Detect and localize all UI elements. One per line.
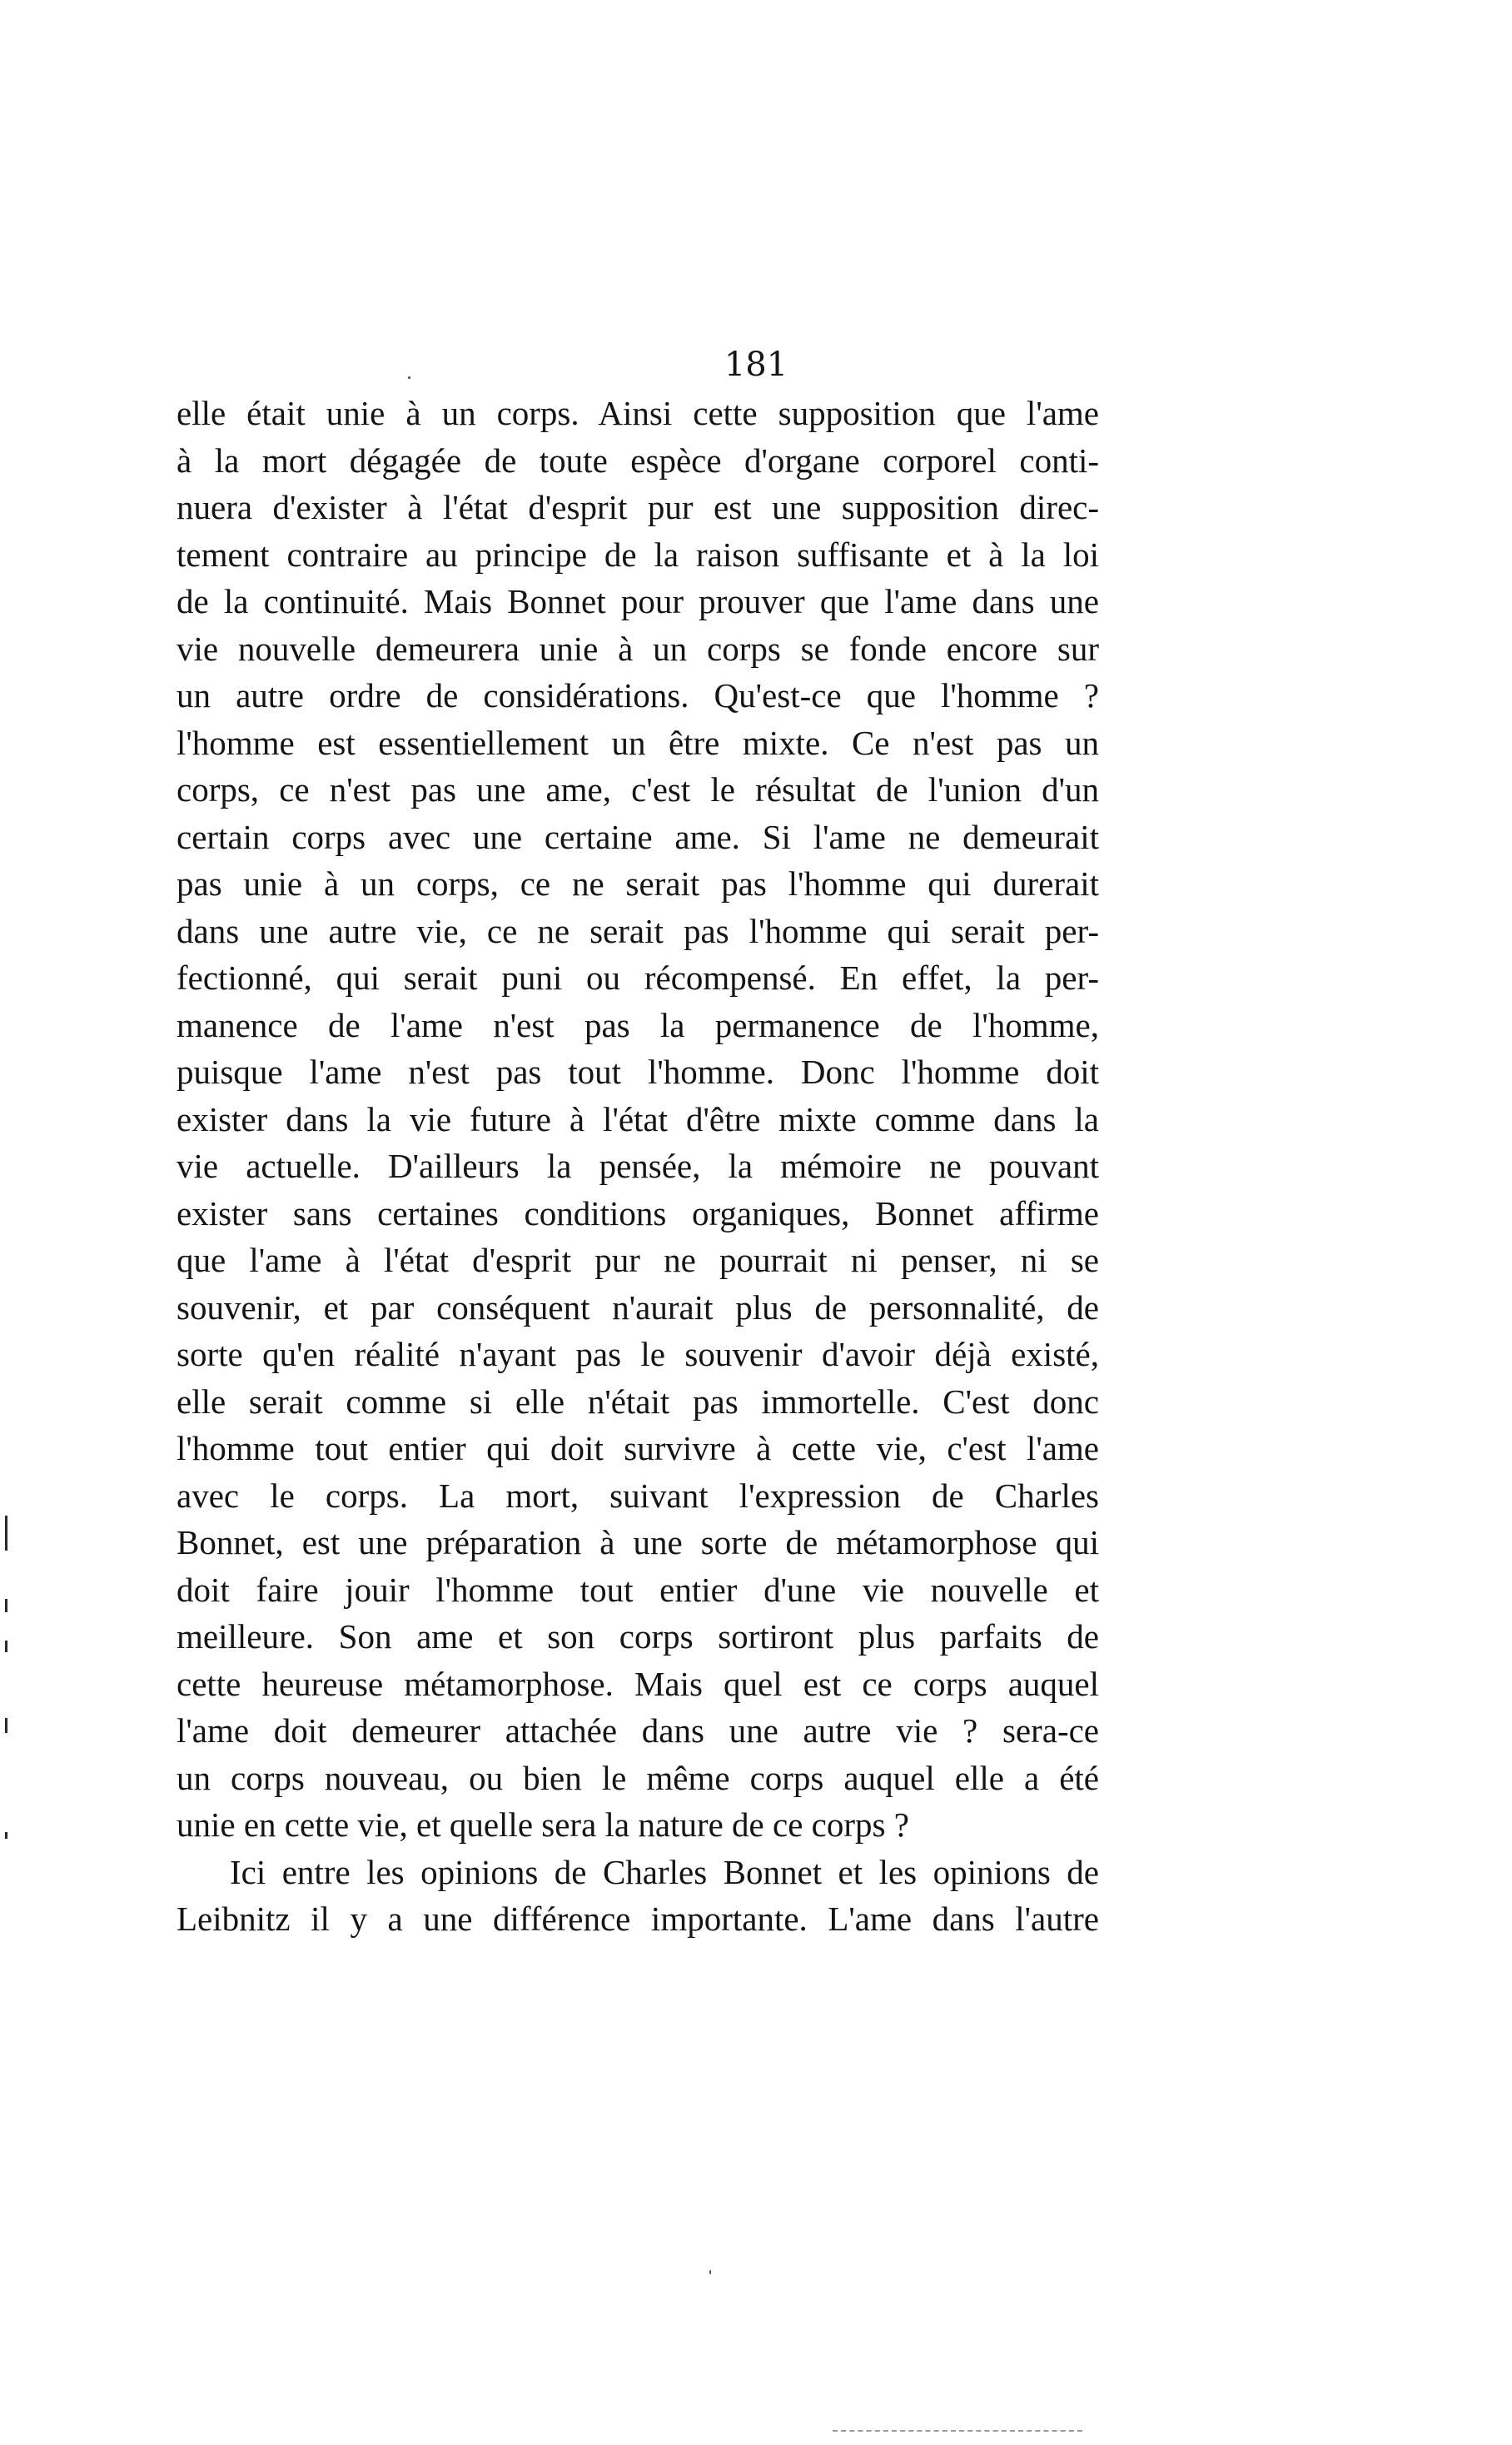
scan-mark <box>5 1832 7 1839</box>
text-line: puisque l'ame n'est pas tout l'homme. Donc l'homme doit <box>177 1053 1099 1091</box>
text-line: à la mort dégagée de toute espèce d'organe corporel conti- <box>177 441 1099 480</box>
text-line: doit faire jouir l'homme tout entier d'une vie nouvelle et <box>177 1570 1099 1609</box>
text-line: avec le corps. La mort, suivant l'expression de Charles <box>177 1476 1099 1515</box>
text-line: un corps nouveau, ou bien le même corps auquel elle a été <box>177 1758 1099 1797</box>
text-line: exister dans la vie future à l'état d'être mixte comme dans la <box>177 1099 1099 1138</box>
text-line: cette heureuse métamorphose. Mais quel est ce corps auquel <box>177 1664 1099 1703</box>
text-line: pas unie à un corps, ce ne serait pas l'homme qui durerait <box>177 864 1099 903</box>
text-line: dans une autre vie, ce ne serait pas l'homme qui serait per- <box>177 911 1099 950</box>
text-line: exister sans certaines conditions organiques, Bonnet affirme <box>177 1193 1099 1232</box>
text-line: l'homme est essentiellement un être mixte. Ce n'est pas un <box>177 723 1099 762</box>
scan-speck <box>408 376 410 379</box>
page-number: 181 <box>724 346 788 384</box>
text-line: elle était unie à un corps. Ainsi cette supposition que l'ame <box>177 394 1099 432</box>
text-line: vie actuelle. D'ailleurs la pensée, la mémoire ne pouvant <box>177 1147 1099 1185</box>
paragraph-end-line: unie en cette vie, et quelle sera la nature de ce corps ? <box>177 1805 909 1844</box>
scan-margin-marks <box>5 1516 10 1865</box>
text-line: l'ame doit demeurer attachée dans une autre vie ? sera-ce <box>177 1711 1099 1750</box>
text-line: de la continuité. Mais Bonnet pour prouver que l'ame dans une <box>177 582 1099 620</box>
text-line: souvenir, et par conséquent n'aurait plus de personnalité, de <box>177 1287 1099 1327</box>
text-line: certain corps avec une certaine ame. Si l'ame ne demeurait <box>177 817 1099 856</box>
text-line: meilleure. Son ame et son corps sortiront plus parfaits de <box>177 1617 1099 1656</box>
scan-speck <box>709 2270 711 2274</box>
text-line: fectionné, qui serait puni ou récompensé. En effet, la per- <box>177 959 1099 997</box>
text-line: un autre ordre de considérations. Qu'est-ce que l'homme ? <box>177 676 1099 715</box>
text-line: vie nouvelle demeurera unie à un corps se fonde encore sur <box>177 629 1099 668</box>
text-line: corps, ce n'est pas une ame, c'est le résultat de l'union d'un <box>177 770 1099 809</box>
scan-mark <box>5 1599 7 1612</box>
text-line: elle serait comme si elle n'était pas immortelle. C'est donc <box>177 1382 1099 1421</box>
paragraph-start-line: Ici entre les opinions de Charles Bonnet et les opinions de <box>230 1852 1099 1891</box>
scan-mark <box>5 1516 7 1551</box>
text-line: Leibnitz il y a une différence importante. L'ame dans l'autre <box>177 1900 1099 1938</box>
text-line: Bonnet, est une préparation à une sorte de métamorphose qui <box>177 1523 1099 1561</box>
scan-mark <box>5 1641 7 1652</box>
scan-edge-artifact <box>833 2430 1082 2434</box>
text-line: tement contraire au principe de la raison suffisante et à la loi <box>177 535 1099 574</box>
body-text <box>177 390 1099 1943</box>
text-line: l'homme tout entier qui doit survivre à cette vie, c'est l'ame <box>177 1429 1099 1467</box>
text-line: sorte qu'en réalité n'ayant pas le souvenir d'avoir déjà existé, <box>177 1335 1099 1373</box>
text-line: nuera d'exister à l'état d'esprit pur est une supposition direc- <box>177 488 1099 526</box>
text-line: que l'ame à l'état d'esprit pur ne pourrait ni penser, ni se <box>177 1241 1099 1279</box>
text-line: manence de l'ame n'est pas la permanence de l'homme, <box>177 1005 1099 1044</box>
scan-mark <box>5 1718 7 1733</box>
